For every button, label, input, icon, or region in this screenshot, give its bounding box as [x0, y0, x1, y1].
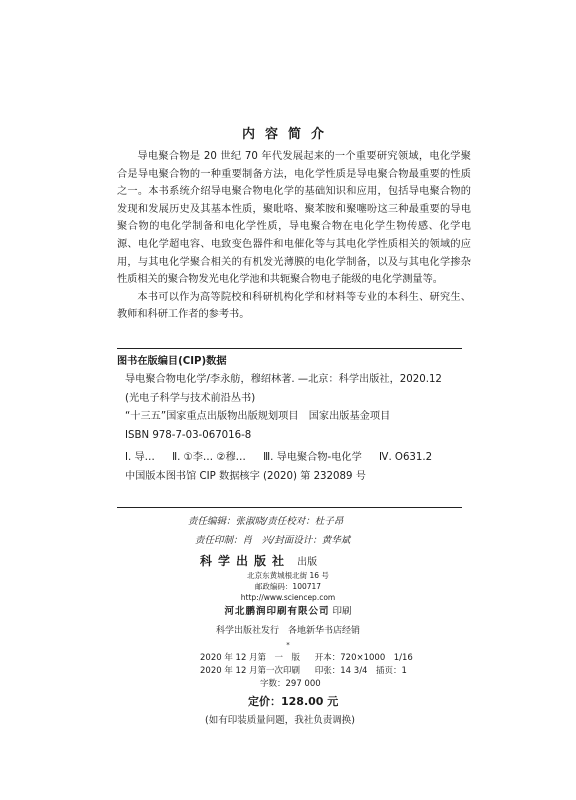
printer-name: 河北鹏润印刷有限公司: [224, 606, 330, 617]
cip-bottom-rule: [117, 507, 462, 508]
cip-block: [117, 352, 462, 487]
cip-class-item: Ⅰ. 导…: [125, 452, 155, 464]
cip-record-line: 中国版本图书馆 CIP 数据核字 (2020) 第 232089 号: [125, 470, 366, 482]
editors-row-2: [195, 531, 354, 550]
printer-row: [0, 604, 576, 620]
cip-project-line: “十三五”国家重点出版物出版规划项目 国家出版基金项目: [125, 411, 391, 423]
edition-row: [200, 652, 425, 665]
publisher-postcode: 邮政编码：100717: [254, 582, 322, 591]
cip-class-item: Ⅳ. O631.2: [379, 452, 433, 464]
printer-suffix: 印刷: [332, 606, 352, 617]
publisher-website: http://www.sciencep.com: [240, 593, 336, 602]
price: 定价：128.00 元: [248, 695, 339, 708]
distribution-row: [0, 624, 576, 638]
cip-top-rule: [117, 348, 462, 349]
cip-title-line: 导电聚合物电化学/李永舫，穆绍林著. —北京：科学出版社，2020.12: [125, 374, 442, 385]
summary-paragraph: 本书可以作为高等院校和科研机构化学和材料等专业的本科生、研究生、教师和科研工作者的参考书。: [117, 291, 471, 321]
printing-row: [200, 665, 419, 678]
publisher-name: 科学出版社: [200, 554, 291, 568]
cip-isbn-line: ISBN 978-7-03-067016-8: [125, 429, 252, 441]
retailer: 各地新华书店经销: [287, 626, 360, 636]
word-count: 字数：297 000: [260, 679, 321, 689]
editor-credit: 责任编辑：张淑晓/责任校对：杜子昂: [188, 516, 344, 527]
quality-notice: (如有印装质量问题，我社负责调换): [205, 715, 355, 726]
cip-class-item: Ⅱ. ①李… ②穆…: [172, 452, 246, 464]
publisher-address: 北京东黄城根北街 16 号: [247, 571, 329, 580]
cip-series-line: (光电子科学与技术前沿丛书): [125, 392, 256, 404]
format-info: 开本：720×1000 1/16: [314, 653, 413, 663]
separator-star: *: [286, 641, 290, 649]
summary-title: 内容简介: [241, 127, 334, 142]
editors-row-1: [188, 512, 347, 531]
publisher-suffix: 出版: [297, 557, 318, 568]
printing-info: 2020 年 12 月第一次印刷: [200, 666, 301, 676]
summary-paragraph: 导电聚合物是 20 世纪 70 年代发展起来的一个重要研究领域，电化学聚合是导电聚合物的一种重要制备方法，电化学性质是导电聚合物最重要的性质之一。本书系统介绍导电聚合物电化学的基础知识和应用，包括导电聚合物的发现和发展历史及其基本性质，聚吡咯、聚苯胺和聚噻吩这三种最重要的导电聚合物的电化学制备和电化学性质，导电聚合物在电化学生物传感、化学电源、电化学超电容、电致变色器件和电催化等与其电化学性质相关的领域的应用，与其电化学聚合相关的有机发光薄膜的电化学制备，以及与其电化学掺杂性质相关的聚合物发光电化学池和共轭聚合物电子能级的电化学测量等。: [117, 151, 471, 286]
cip-class-item: Ⅲ. 导电聚合物-电化学: [263, 452, 362, 464]
sheets-info: 印张：14 3/4 插页：1: [314, 666, 407, 676]
cip-classification: [117, 449, 462, 468]
summary-body: [117, 148, 471, 324]
publisher-name-row: [200, 551, 317, 569]
cip-heading: 图书在版编目(CIP)数据: [117, 356, 227, 367]
edition-info: 2020 年 12 月第 一 版: [200, 653, 301, 663]
print-credit: 责任印制：肖 兴/封面设计：黄华斌: [195, 535, 351, 546]
distributor: 科学出版社发行: [216, 626, 280, 636]
